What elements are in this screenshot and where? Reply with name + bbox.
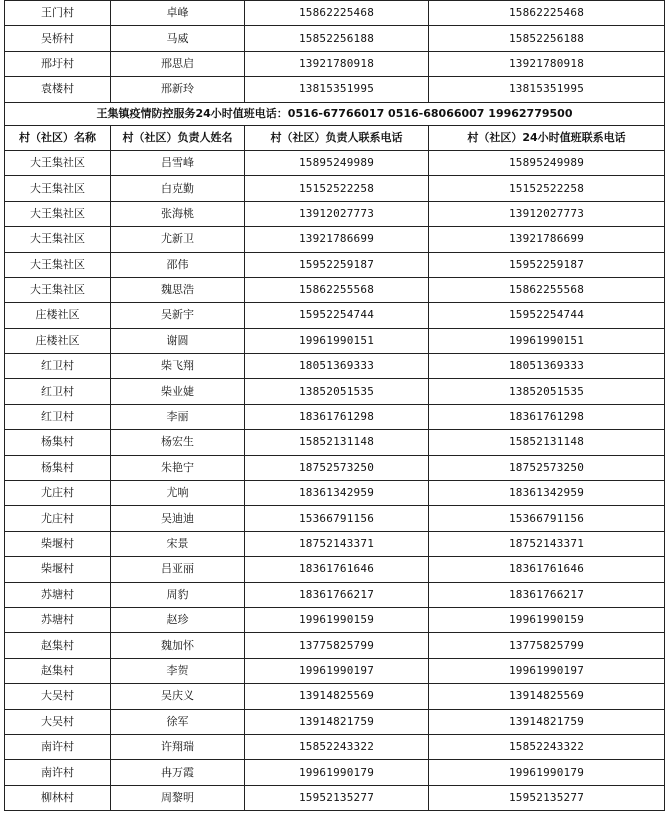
duty-phone-cell: 18752143371 (429, 531, 665, 556)
duty-phone-cell: 15852243322 (429, 734, 665, 759)
person-cell: 尤新卫 (111, 227, 245, 252)
village-cell: 红卫村 (5, 379, 111, 404)
village-cell: 王门村 (5, 1, 111, 26)
village-cell: 庄楼社区 (5, 328, 111, 353)
table-row (5, 379, 665, 404)
person-cell: 柴业婕 (111, 379, 245, 404)
person-cell: 魏加怀 (111, 633, 245, 658)
duty-phone-cell: 15952254744 (429, 303, 665, 328)
phone-cell: 13775825799 (245, 633, 429, 658)
table-row (5, 430, 665, 455)
duty-phone-cell: 18361761646 (429, 557, 665, 582)
table-row (5, 557, 665, 582)
phone-cell: 18752573250 (245, 455, 429, 480)
person-cell: 徐军 (111, 709, 245, 734)
village-cell: 柴堰村 (5, 557, 111, 582)
duty-phone-cell: 19961990159 (429, 607, 665, 632)
duty-phone-cell: 15852131148 (429, 430, 665, 455)
phone-cell: 19961990159 (245, 607, 429, 632)
table-row (5, 227, 665, 252)
table-row (5, 77, 665, 102)
village-cell: 南许村 (5, 760, 111, 785)
person-cell: 周豹 (111, 582, 245, 607)
phone-cell: 13921780918 (245, 51, 429, 76)
village-cell: 大吴村 (5, 709, 111, 734)
phone-cell: 18361766217 (245, 582, 429, 607)
table-row (5, 633, 665, 658)
village-cell: 柴堰村 (5, 531, 111, 556)
table-row (5, 785, 665, 810)
table-row (5, 506, 665, 531)
table-row (5, 404, 665, 429)
village-cell: 大王集社区 (5, 201, 111, 226)
duty-phone-cell: 13775825799 (429, 633, 665, 658)
phone-cell: 18361761646 (245, 557, 429, 582)
person-cell: 周黎明 (111, 785, 245, 810)
duty-phone-cell: 15152522258 (429, 176, 665, 201)
person-cell: 杨宏生 (111, 430, 245, 455)
village-cell: 杨集村 (5, 455, 111, 480)
table-row (5, 607, 665, 632)
village-cell: 邢圩村 (5, 51, 111, 76)
person-cell: 吴新宇 (111, 303, 245, 328)
person-cell: 李丽 (111, 404, 245, 429)
phone-cell: 18361761298 (245, 404, 429, 429)
duty-phone-cell: 15852256188 (429, 26, 665, 51)
person-cell: 许翔瑞 (111, 734, 245, 759)
village-cell: 吴桥村 (5, 26, 111, 51)
table-row (5, 658, 665, 683)
village-cell: 袁楼村 (5, 77, 111, 102)
person-cell: 白克勤 (111, 176, 245, 201)
person-cell: 李贺 (111, 658, 245, 683)
table-row (5, 277, 665, 302)
table-row (5, 684, 665, 709)
header-village: 村（社区）名称 (5, 125, 111, 150)
duty-phone-cell: 19961990197 (429, 658, 665, 683)
header-duty: 村（社区）24小时值班联系电话 (429, 125, 665, 150)
phone-cell: 13914825569 (245, 684, 429, 709)
table-row (5, 176, 665, 201)
person-cell: 卓峰 (111, 1, 245, 26)
phone-cell: 18051369333 (245, 354, 429, 379)
duty-phone-cell: 15952259187 (429, 252, 665, 277)
phone-cell: 13921786699 (245, 227, 429, 252)
village-cell: 苏塘村 (5, 607, 111, 632)
duty-phone-cell: 18361342959 (429, 481, 665, 506)
village-cell: 红卫村 (5, 404, 111, 429)
person-cell: 吴迪迪 (111, 506, 245, 531)
village-cell: 大王集社区 (5, 227, 111, 252)
village-cell: 大王集社区 (5, 277, 111, 302)
village-cell: 南许村 (5, 734, 111, 759)
person-cell: 吕雪峰 (111, 150, 245, 175)
phone-cell: 18361342959 (245, 481, 429, 506)
duty-phone-cell: 13921786699 (429, 227, 665, 252)
duty-phone-cell: 15366791156 (429, 506, 665, 531)
duty-hotline-banner: 王集镇疫情防控服务24小时值班电话：0516-67766017 0516-68066007 19962779500 (5, 102, 665, 125)
phone-cell: 18752143371 (245, 531, 429, 556)
duty-phone-cell: 15952135277 (429, 785, 665, 810)
person-cell: 冉万霞 (111, 760, 245, 785)
person-cell: 宋景 (111, 531, 245, 556)
phone-cell: 15152522258 (245, 176, 429, 201)
duty-phone-cell: 18051369333 (429, 354, 665, 379)
contact-table (4, 0, 665, 811)
main-rows (5, 150, 665, 810)
duty-phone-cell: 13852051535 (429, 379, 665, 404)
village-cell: 苏塘村 (5, 582, 111, 607)
village-cell: 大王集社区 (5, 150, 111, 175)
table-row (5, 252, 665, 277)
table-row (5, 328, 665, 353)
duty-phone-cell: 13914825569 (429, 684, 665, 709)
table-row (5, 354, 665, 379)
village-cell: 赵集村 (5, 658, 111, 683)
phone-cell: 13815351995 (245, 77, 429, 102)
phone-cell: 13914821759 (245, 709, 429, 734)
duty-phone-cell: 13912027773 (429, 201, 665, 226)
village-cell: 尤庄村 (5, 481, 111, 506)
phone-cell: 15852131148 (245, 430, 429, 455)
table-row (5, 481, 665, 506)
person-cell: 马威 (111, 26, 245, 51)
village-cell: 尤庄村 (5, 506, 111, 531)
table-row (5, 303, 665, 328)
person-cell: 赵珍 (111, 607, 245, 632)
person-cell: 谢圆 (111, 328, 245, 353)
village-cell: 庄楼社区 (5, 303, 111, 328)
duty-phone-cell: 13921780918 (429, 51, 665, 76)
phone-cell: 15952259187 (245, 252, 429, 277)
table-row (5, 150, 665, 175)
duty-phone-cell: 18361761298 (429, 404, 665, 429)
person-cell: 吴庆义 (111, 684, 245, 709)
phone-cell: 15952254744 (245, 303, 429, 328)
village-cell: 大吴村 (5, 684, 111, 709)
phone-cell: 15862255568 (245, 277, 429, 302)
table-row (5, 734, 665, 759)
duty-phone-cell: 19961990179 (429, 760, 665, 785)
phone-cell: 13852051535 (245, 379, 429, 404)
person-cell: 魏思浩 (111, 277, 245, 302)
duty-phone-cell: 19961990151 (429, 328, 665, 353)
phone-cell: 13912027773 (245, 201, 429, 226)
table-row (5, 760, 665, 785)
header-row (5, 125, 665, 150)
duty-phone-cell: 18361766217 (429, 582, 665, 607)
phone-cell: 15366791156 (245, 506, 429, 531)
header-phone: 村（社区）负责人联系电话 (245, 125, 429, 150)
village-cell: 大王集社区 (5, 252, 111, 277)
phone-cell: 19961990197 (245, 658, 429, 683)
table-row (5, 201, 665, 226)
table-row (5, 709, 665, 734)
phone-cell: 19961990179 (245, 760, 429, 785)
person-cell: 邢新玲 (111, 77, 245, 102)
table-row (5, 582, 665, 607)
table-row (5, 26, 665, 51)
duty-phone-cell: 13914821759 (429, 709, 665, 734)
person-cell: 朱艳宁 (111, 455, 245, 480)
phone-cell: 15895249989 (245, 150, 429, 175)
person-cell: 尤响 (111, 481, 245, 506)
phone-cell: 19961990151 (245, 328, 429, 353)
table-row (5, 455, 665, 480)
header-person: 村（社区）负责人姓名 (111, 125, 245, 150)
top-rows (5, 1, 665, 103)
person-cell: 吕亚丽 (111, 557, 245, 582)
duty-phone-cell: 15862225468 (429, 1, 665, 26)
table-row (5, 1, 665, 26)
phone-cell: 15952135277 (245, 785, 429, 810)
phone-cell: 15852256188 (245, 26, 429, 51)
person-cell: 邵伟 (111, 252, 245, 277)
person-cell: 邢思启 (111, 51, 245, 76)
duty-phone-cell: 18752573250 (429, 455, 665, 480)
phone-cell: 15862225468 (245, 1, 429, 26)
duty-phone-cell: 13815351995 (429, 77, 665, 102)
banner-row (5, 102, 665, 125)
person-cell: 张海桃 (111, 201, 245, 226)
duty-phone-cell: 15862255568 (429, 277, 665, 302)
duty-phone-cell: 15895249989 (429, 150, 665, 175)
village-cell: 赵集村 (5, 633, 111, 658)
phone-cell: 15852243322 (245, 734, 429, 759)
person-cell: 柴飞翔 (111, 354, 245, 379)
table-row (5, 531, 665, 556)
village-cell: 大王集社区 (5, 176, 111, 201)
village-cell: 柳林村 (5, 785, 111, 810)
village-cell: 杨集村 (5, 430, 111, 455)
table-row (5, 51, 665, 76)
village-cell: 红卫村 (5, 354, 111, 379)
